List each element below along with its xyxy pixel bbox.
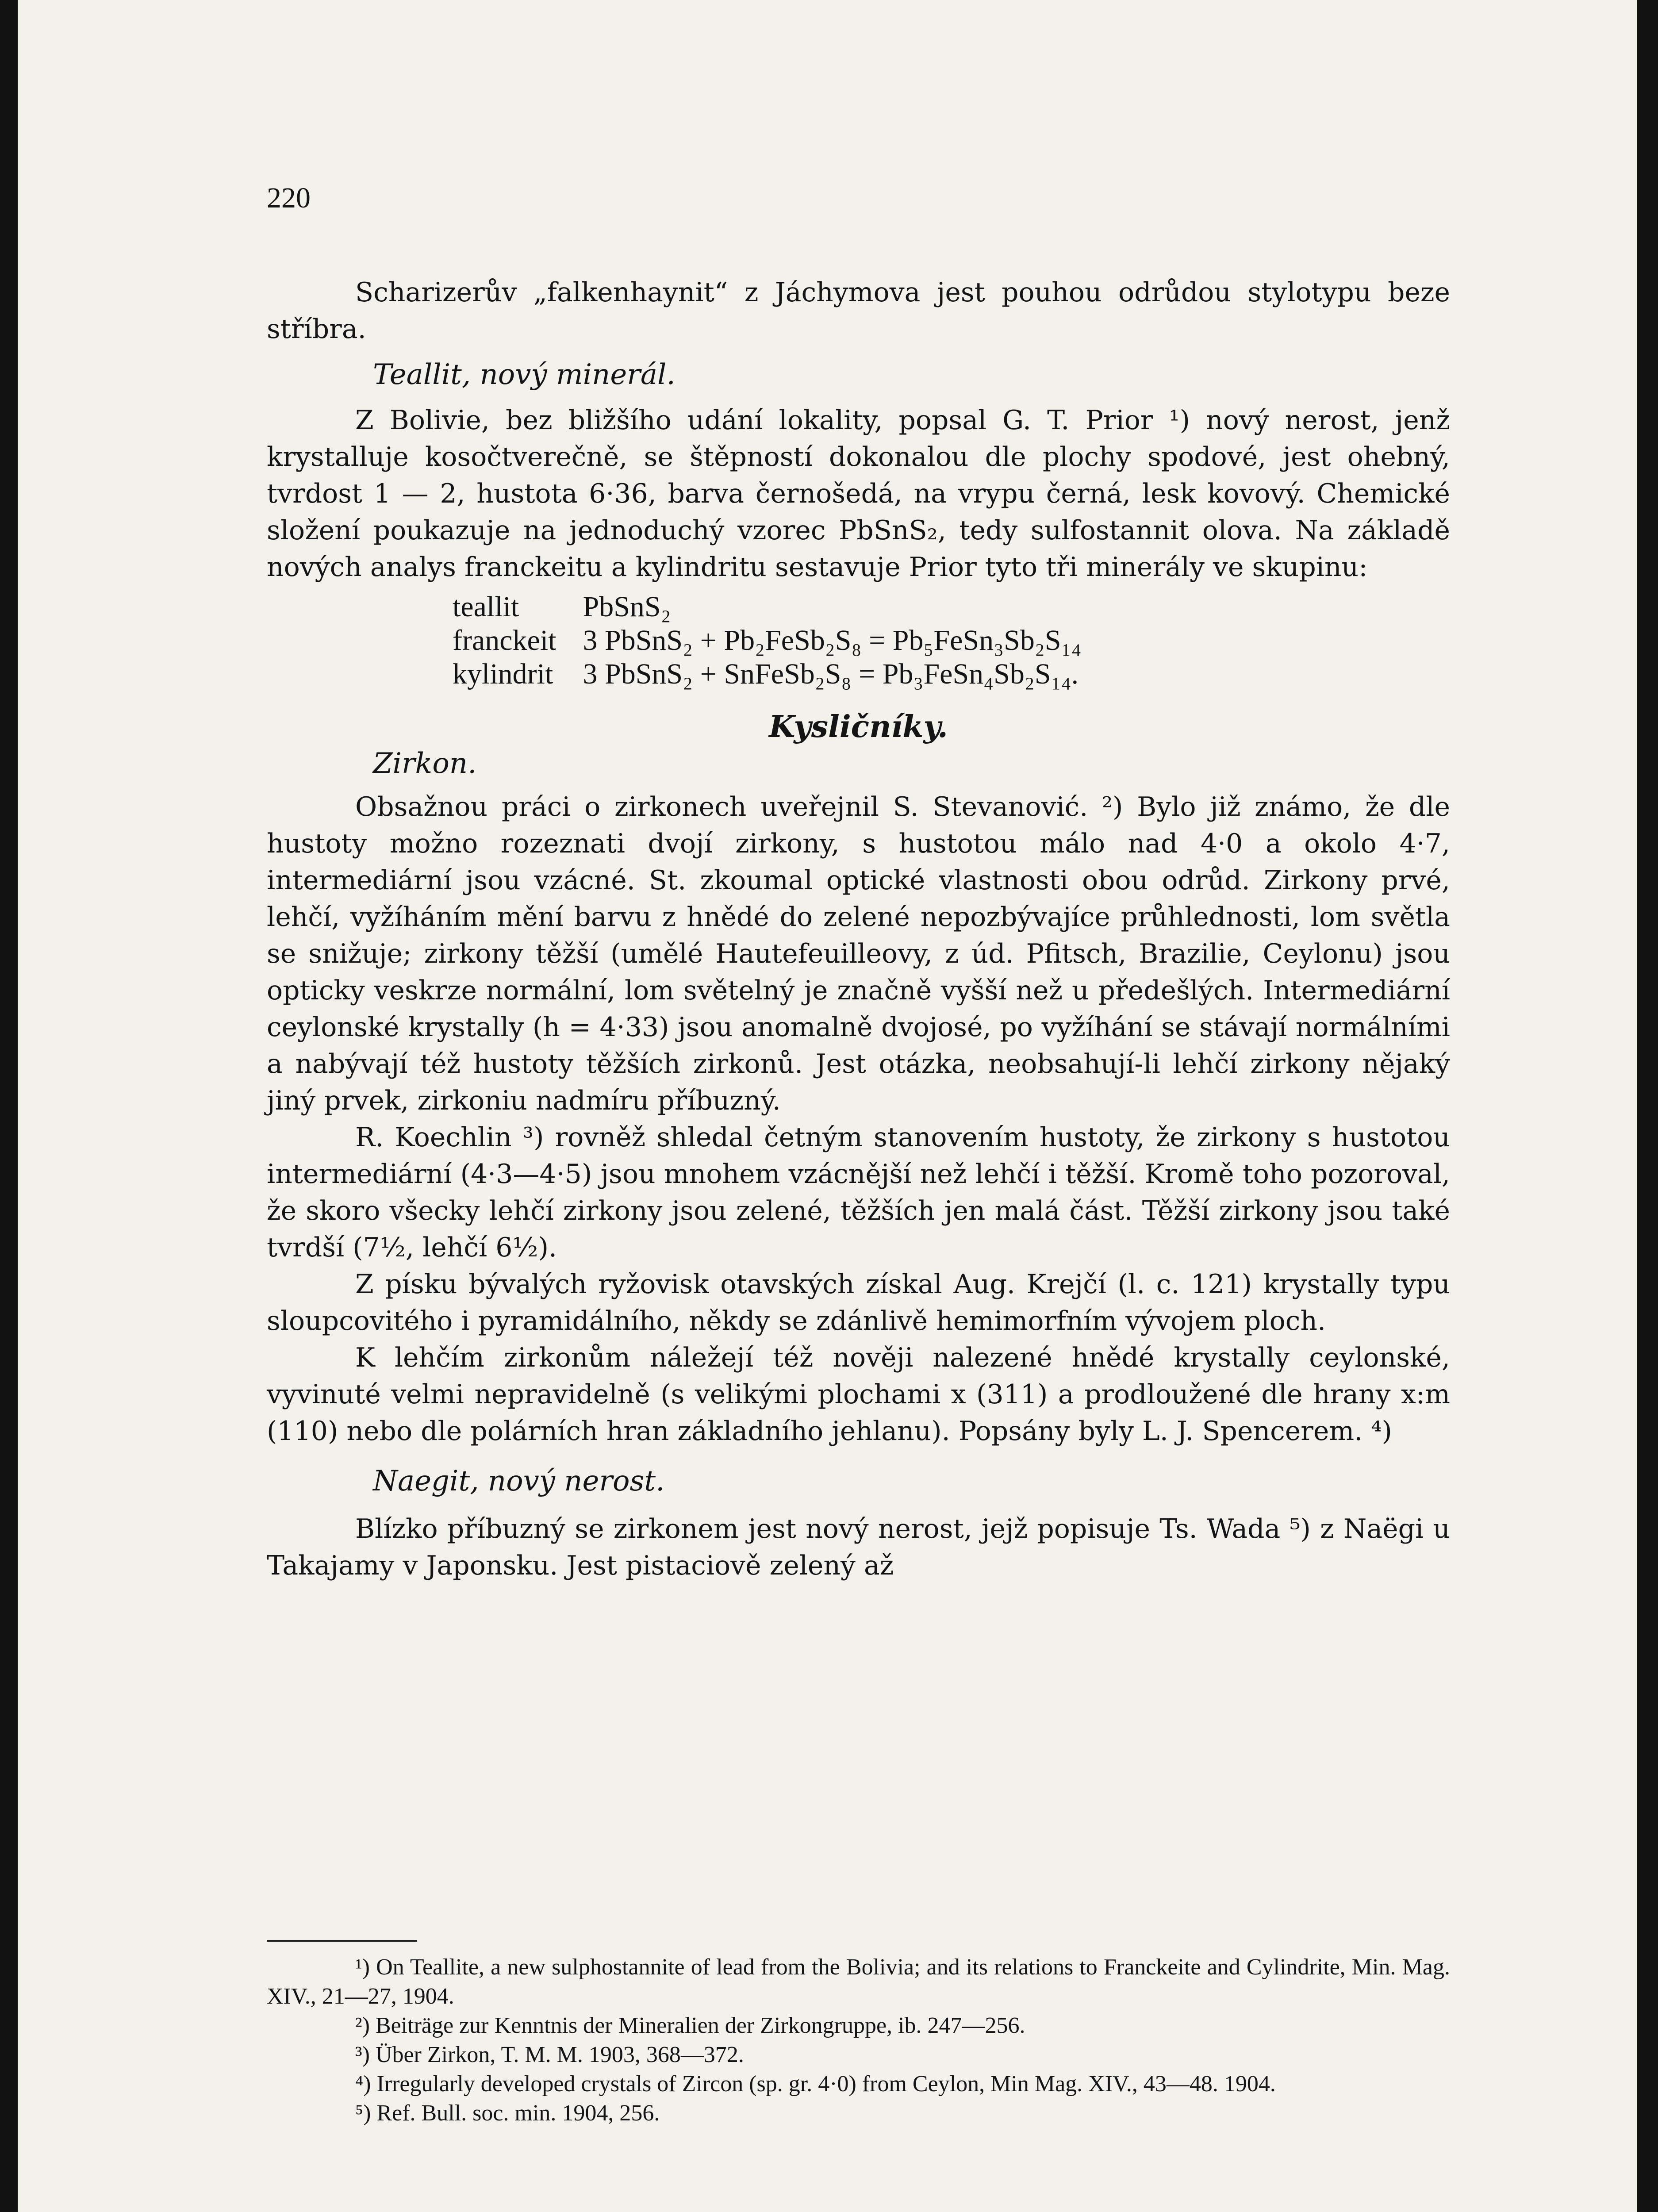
heading-zirkon: Zirkon. [373,747,477,780]
formula-row [453,590,1108,624]
zirkon-paragraph-1: Obsažnou práci o zirkonech uveřejnil S. Stevanović. ²) Bylo již známo, že dle hustoty možno rozeznati dvojí zirkony, s hustotou málo nad 4·0 a okolo 4·7, intermediární jsou vzácné. St. zkoumal optické vlastnosti obou odrůd. Zirkony prvé, lehčí, vyžíháním mění barvu z hnědé do zelené nepozbývajíce průhlednosti, lom světla se snižuje; zirkony těžší (umělé Hautefeuilleovy, z úd. Pfitsch, Brazilie, Ceylonu) jsou opticky veskrze normální, lom světelný je značně vyšší než u předešlých. Intermediární ceylonské krystally (h = 4·33) jsou anomalně dvojosé, po vyžíhání se stávají normálními a nabývají též hustoty těžších zirkonů. Jest otázka, neobsahují-li lehčí zirkony nějaký jiný prvek, zirkoniu nadmíru příbuzný. [267,791,1450,1116]
page-number: 220 [267,182,311,214]
formula-row [453,657,1108,691]
heading-kyslicniky: Kysličníky. [769,709,948,745]
footnote-divider [267,1940,417,1942]
formula-row [453,624,1108,657]
heading-naegit: Naegit, nový nerost. [373,1465,665,1498]
formula-value: 3 PbSnS₂ + SnFeSb₂S₈ = Pb₃FeSn₄Sb₂S₁₄. [583,658,1079,690]
footnote: ³) Über Zirkon, T. M. M. 1903, 368—372. [355,2042,744,2067]
footnote: ¹) On Teallite, a new sulphostannite of lead from the Bolivia; and its relations to Franckeite and Cylindrite, Min. Mag. XIV., 21—27, 1904. [267,1955,1450,2009]
heading-teallit: Teallit, nový minerál. [373,358,675,391]
footnote: ⁵) Ref. Bull. soc. min. 1904, 256. [355,2101,660,2126]
formula-value: 3 PbSnS₂ + Pb₂FeSb₂S₈ = Pb₅FeSn₃Sb₂S₁₄ [583,624,1082,657]
main-text [267,274,1450,1584]
formula-name: franckeit [453,624,557,657]
footnotes [267,1940,1450,2128]
zirkon-paragraph-4: K lehčím zirkonům náležejí též nověji nalezené hnědé krystally ceylonské, vyvinuté velmi nepravidelně (s velikými plochami x (311) a prodloužené dle hrany x:m (110) nebo dle polárních hran základního jehlanu). Popsány byly L. J. Spencerem. ⁴) [267,1342,1450,1447]
formula-table [453,590,1108,691]
teallit-paragraph: Z Bolivie, bez bližšího udání lokality, popsal G. T. Prior ¹) nový nerost, jenž krystalluje kosočtverečně, se štěpností dokonalou dle plochy spodové, jest ohebný, tvrdost 1 — 2, hustota 6·36, barva černošedá, na vrypu černá, lesk kovový. Chemické složení poukazuje na jednoduchý vzorec PbSnS₂, tedy sulfostannit olova. Na základě nových analys franckeitu a kylindritu sestavuje Prior tyto tři minerály ve skupinu: [267,405,1450,583]
formula-value: PbSnS₂ [583,591,671,623]
footnote: ²) Beiträge zur Kenntnis der Mineralien der Zirkongruppe, ib. 247—256. [355,2013,1025,2038]
formula-name: teallit [453,591,519,623]
zirkon-paragraph-2: R. Koechlin ³) rovněž shledal četným stanovením hustoty, že zirkony s hustotou intermediární (4·3—4·5) jsou mnohem vzácnější než lehčí i těžší. Kromě toho pozoroval, že skoro všecky lehčí zirkony jsou zelené, těžších jen malá část. Těžší zirkony jsou také tvrdší (7½, lehčí 6½). [267,1122,1450,1263]
page [18,0,1637,2212]
intro-paragraph: Scharizerův „falkenhaynit“ z Jáchymova jest pouhou odrůdou stylotypu beze stříbra. [267,277,1450,345]
footnote: ⁴) Irregularly developed crystals of Zircon (sp. gr. 4·0) from Ceylon, Min Mag. XIV., 43—48. 1904. [355,2071,1276,2097]
zirkon-paragraph-3: Z písku bývalých ryžovisk otavských získal Aug. Krejčí (l. c. 121) krystally typu sloupcovitého i pyramidálního, někdy se zdánlivě hemimorfním vývojem ploch. [267,1269,1450,1336]
formula-name: kylindrit [453,658,553,690]
naegit-paragraph: Blízko příbuzný se zirkonem jest nový nerost, jejž popisuje Ts. Wada ⁵) z Naëgi u Takajamy v Japonsku. Jest pistaciově zelený až [267,1513,1450,1581]
